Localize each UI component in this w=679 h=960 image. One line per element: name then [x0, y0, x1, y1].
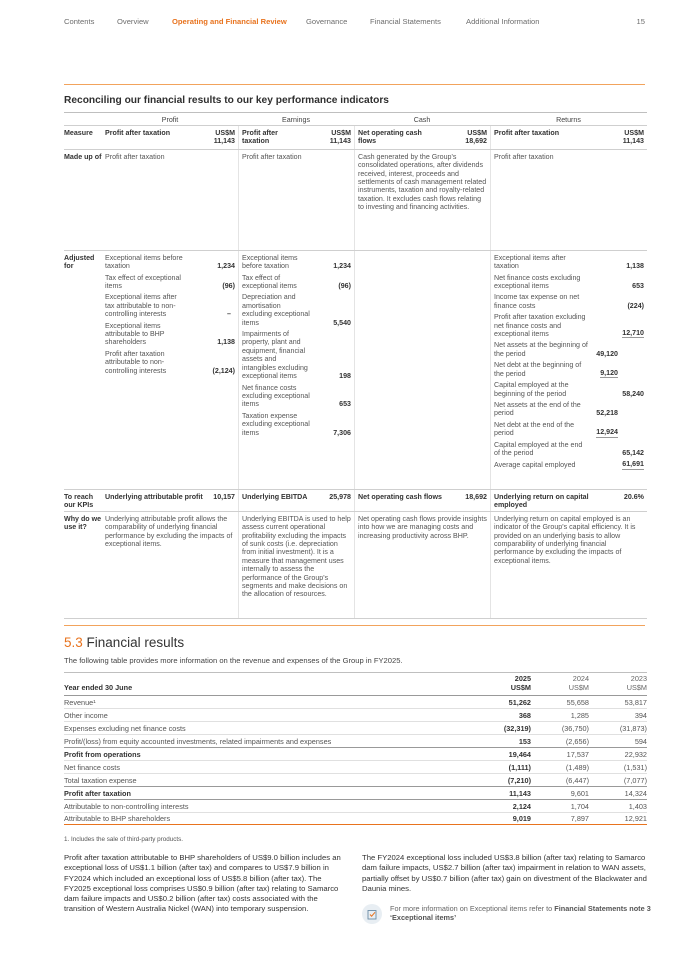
list-item: Net debt at the end of the period 12,924	[494, 420, 618, 438]
measure-profit: Profit after taxation US$M 11,143	[105, 129, 235, 146]
list-item: Impairments of property, plant and equipment, financial assets and intangibles excluding exceptional items 198	[242, 330, 351, 381]
list-item: Net assets at the beginning of the period 49,120	[494, 341, 618, 358]
list-item: Profit after taxation excluding net finance costs and exceptional items 12,710	[494, 313, 644, 339]
header-2025: 2025 US$M	[510, 674, 531, 692]
kpi-returns: Underlying return on capital employed 20.6%	[490, 490, 647, 511]
measure-cash: Net operating cash flows US$M 18,692	[354, 126, 490, 149]
table-row: Expenses excluding net finance costs (32,319) (36,750) (31,873)	[64, 721, 647, 734]
table-header	[64, 672, 647, 695]
nav-additional-information[interactable]: Additional Information	[466, 17, 540, 26]
group-cash: Cash	[413, 116, 431, 124]
group-earnings: Earnings	[282, 116, 310, 124]
list-item: Profit after taxation attributable to non-controlling interests (2,124)	[105, 349, 235, 375]
kpi-earnings: Underlying EBITDA 25,978	[238, 490, 354, 511]
measure-returns: Profit after taxation US$M 11,143	[490, 126, 647, 149]
adjusted-cash	[354, 251, 490, 489]
list-item: Exceptional items before taxation 1,234	[242, 253, 351, 271]
header-divider	[64, 84, 645, 85]
group-returns: Returns	[556, 116, 581, 124]
list-item: Exceptional items before taxation 1,234	[105, 253, 235, 271]
table-row: Profit from operations 19,464 17,537 22,932	[64, 747, 647, 760]
list-item: Exceptional items attributable to BHP shareholders 1,138	[105, 321, 235, 347]
list-item: Tax effect of exceptional items (96)	[105, 273, 235, 291]
kpi-cash: Net operating cash flows 18,692	[354, 490, 490, 511]
footnote: 1. Includes the sale of third-party products.	[64, 836, 184, 843]
why-cash: Net operating cash flows provide insights into how we are managing costs and increasing productivity across BHP.	[354, 512, 490, 618]
kpi-row	[64, 489, 647, 511]
nav-governance[interactable]: Governance	[306, 17, 348, 26]
header-label: Year ended 30 June	[64, 682, 133, 692]
list-item: Taxation expense excluding exceptional items 7,306	[242, 411, 351, 437]
adjusted-row	[64, 250, 647, 489]
list-item: Tax effect of exceptional items (96)	[242, 273, 351, 291]
table-row: Attributable to non-controlling interests 2,124 1,704 1,403	[64, 799, 647, 812]
top-navigation	[64, 17, 645, 29]
reconcile-title: Reconciling our financial results to our key performance indicators	[64, 95, 389, 106]
why-returns: Underlying return on capital employed is an indicator of the Group's capital efficiency. It is provided on an underlying basis to allow comparability of underlying financial performance by excluding the impacts of exceptional items.	[490, 512, 647, 618]
made-up-returns: Profit after taxation	[490, 150, 647, 250]
list-item: Exceptional items after taxation 1,138	[494, 253, 644, 271]
made-up-earnings: Profit after taxation	[238, 150, 354, 250]
made-up-profit: Profit after taxation	[105, 152, 165, 161]
table-row: Attributable to BHP shareholders 9,019 7,897 12,921	[64, 814, 647, 823]
measure-earnings: Profit after taxation US$M 11,143	[238, 126, 354, 149]
header-2023: 2023 US$M	[626, 674, 647, 692]
list-item: Net debt at the beginning of the period 9,120	[494, 361, 618, 378]
adjusted-returns	[490, 251, 647, 489]
section-intro: The following table provides more information on the revenue and expenses of the Group in FY2025.	[64, 656, 403, 665]
reconcile-table	[64, 112, 647, 619]
paragraph-right: The FY2024 exceptional loss included US$3.8 billion (after tax) relating to Samarco dam failure impacts, US$2.7 billion (after tax) impairment in relation to WAN assets, partially offset by US$0.7 billion (after tax) gain on divestment of the Blackwater and Daunia mines.	[362, 853, 647, 893]
reference-note[interactable]	[362, 904, 652, 924]
nav-overview[interactable]: Overview	[117, 17, 149, 26]
measure-label: Measure	[64, 129, 93, 137]
table-row: Net finance costs (1,111) (1,489) (1,531)	[64, 760, 647, 773]
why-profit: Underlying attributable profit allows the comparability of underlying financial performance by excluding the impacts of exceptional items.	[105, 514, 233, 549]
list-item: Exceptional items after tax attributable to non-controlling interests –	[105, 293, 231, 319]
table-row: Other income 368 1,285 394	[64, 708, 647, 721]
section-heading: 5.3 Financial results	[64, 635, 185, 650]
list-item: Income tax expense on net finance costs (224)	[494, 293, 644, 310]
nav-operating-financial-review[interactable]: Operating and Financial Review	[172, 17, 287, 26]
adjusted-profit	[102, 251, 238, 489]
table-row: Profit/(loss) from equity accounted investments, related impairments and expenses 153 (2,656) 594	[64, 734, 647, 747]
list-item: Capital employed at the end of the period 65,142	[494, 440, 644, 457]
why-earnings: Underlying EBITDA is used to help assess current operational profitability excluding the impacts of sunk costs (i.e. depreciation from initial investment). It is a measure that management uses internally to assess the performance of the Group's segments and make decisions on the allocation of resources.	[238, 512, 354, 618]
made-up-label: Made up of	[64, 152, 102, 161]
page-number: 15	[636, 17, 645, 26]
list-item: Capital employed at the beginning of the period 58,240	[494, 381, 644, 398]
table-row: Total taxation expense (7,210) (6,447) (7,077)	[64, 773, 647, 786]
financial-results-table	[64, 672, 647, 825]
list-item: Depreciation and amortisation excluding exceptional items 5,540	[242, 293, 351, 327]
nav-contents[interactable]: Contents	[64, 17, 95, 26]
note-link[interactable]: Financial Statements note 3 ‘Exceptional items’	[390, 904, 651, 922]
list-item: Average capital employed 61,691	[494, 460, 644, 470]
list-item: Net finance costs excluding exceptional items 653	[494, 273, 644, 291]
why-row	[64, 511, 647, 619]
reference-note-text: For more information on Exceptional items refer to Financial Statements note 3 ‘Exceptional items’	[390, 904, 651, 922]
adjusted-label: Adjusted for	[64, 253, 95, 271]
table-row: Profit after taxation 11,143 9,601 14,324	[64, 786, 647, 799]
made-up-cash: Cash generated by the Group's consolidated operations, after dividends received, interest, proceeds and settlements of cash management related instruments, taxation and royalty-related taxation. It excludes cash flows relating to investing and financing activities.	[354, 150, 490, 250]
measure-row	[64, 125, 647, 149]
table-row: Revenue¹ 51,262 55,658 53,817	[64, 695, 647, 708]
section-divider	[64, 625, 645, 626]
list-item: Net finance costs excluding exceptional items 653	[242, 383, 351, 409]
paragraph-left: Profit after taxation attributable to BHP shareholders of US$9.0 billion includes an exceptional loss of US$1.1 billion (after tax) and compares to US$7.9 billion in FY2024 which included an exceptional loss of US$5.8 billion (after tax). The FY2025 exceptional loss comprises US$0.9 billion (after tax) relating to Samarco dam failure impacts and US$0.2 billion (after tax) costs associated with the transition of Western Australia Nickel (WAN) into temporary suspension.	[64, 853, 341, 914]
kpi-profit: Underlying attributable profit 10,157	[105, 492, 235, 501]
why-label: Why do we use it?	[64, 514, 102, 532]
list-item: Net assets at the end of the period 52,218	[494, 400, 618, 418]
nav-financial-statements[interactable]: Financial Statements	[370, 17, 441, 26]
header-2024: 2024 US$M	[568, 674, 589, 692]
group-header-row	[64, 112, 647, 125]
kpi-label: To reach our KPIs	[64, 492, 94, 510]
adjusted-earnings	[238, 251, 354, 489]
checklist-icon	[362, 904, 382, 924]
group-profit: Profit	[161, 116, 179, 124]
made-up-row	[64, 149, 647, 250]
